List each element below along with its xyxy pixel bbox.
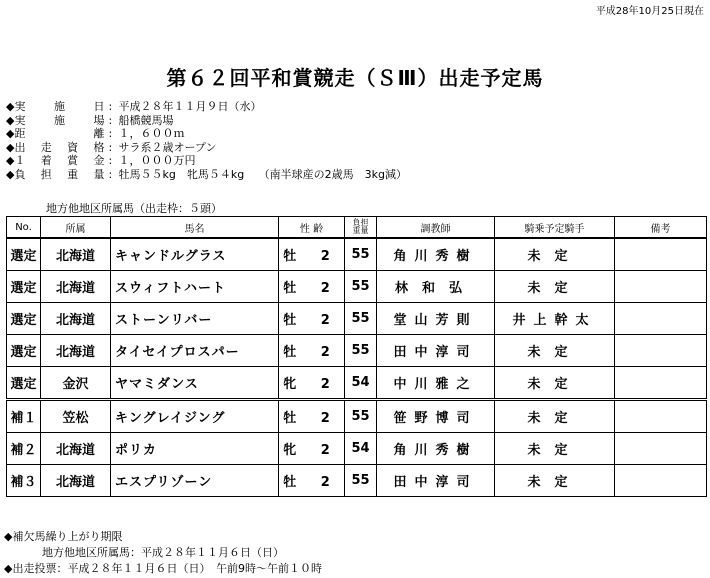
entry-trainer: 田中淳司 [377,335,495,367]
entry-age: 2 [320,345,340,360]
note-deadline-heading: ◆補欠馬繰り上がり期限 [4,530,123,543]
entry-weight: 55 [345,335,377,367]
entry-weight: 55 [345,465,377,497]
entry-remarks [615,367,707,400]
entry-jockey: 未定 [495,400,615,433]
info-bullet: ◆ [6,154,15,167]
info-value: １，０００万円 [118,154,196,167]
info-row-prize: ◆ １着賞金 : １，０００万円 [6,154,196,167]
entry-no: 補２ [7,433,41,465]
info-value: 牡馬５５kg 牝馬５４kg （南半球産の2歳馬 3kg減） [118,167,408,181]
col-horse-header: 馬名 [111,217,279,239]
entry-sex-age [279,335,345,367]
col-weight-header-line2: 重量 [352,226,369,235]
entry-affiliation: 北海道 [41,303,111,335]
page-title: 第６２回平和賞競走（ＳⅢ）出走予定馬 [166,66,544,90]
table-header-row [7,217,707,239]
entry-no: 選定 [7,303,41,335]
entry-affiliation: 北海道 [41,271,111,303]
entry-horse: キングレイジング [111,400,279,433]
entry-no: 選定 [7,367,41,400]
info-row-eligibility: ◆ 出走資格 : サラ系２歳オープン [6,140,217,154]
info-label: 出走資格 [14,140,105,154]
info-label: 実施場 [14,113,105,127]
entry-trainer: 堂山芳則 [377,303,495,335]
race-info [6,100,407,181]
entry-no: 選定 [7,271,41,303]
entry-trainer: 中川雅之 [377,367,495,400]
entry-sex-age [279,271,345,303]
info-bullet: ◆ [6,127,15,140]
entry-no: 選定 [7,238,41,271]
col-sexage-header: 性 齢 [279,217,345,239]
entry-affiliation: 笠松 [41,400,111,433]
info-bullet: ◆ [6,140,15,154]
entry-weight: 55 [345,303,377,335]
info-row-distance: ◆ 距離 : １，６００ｍ [6,127,185,140]
report-date: 平成28年10月25日現在 [595,6,704,17]
info-row-weight: ◆ 負担重量 : 牡馬５５kg 牝馬５４kg （南半球産の2歳馬 3kg減） [6,167,408,181]
entry-no: 補１ [7,400,41,433]
col-trainer-header: 調教師 [377,217,495,239]
entry-sex-age [279,367,345,400]
entry-sex: 牡 [283,475,307,490]
entry-weight: 55 [345,271,377,303]
entry-sex-age [279,303,345,335]
info-label: 実施日 [14,100,105,113]
entry-remarks [615,465,707,497]
entry-remarks [615,335,707,367]
entry-affiliation: 北海道 [41,238,111,271]
entry-sex-age [279,400,345,433]
entry-sex: 牡 [283,281,307,296]
entry-jockey: 未定 [495,335,615,367]
entry-jockey: 井上幹太 [495,303,615,335]
table-row [7,400,707,433]
entry-horse: スウィフトハート [111,271,279,303]
entry-sex-age [279,465,345,497]
entry-remarks [615,400,707,433]
info-bullet: ◆ [6,113,15,127]
table-row [7,303,707,335]
entry-sex: 牡 [283,313,307,328]
entry-sex: 牝 [283,443,307,458]
entry-remarks [615,303,707,335]
info-value: 船橋競馬場 [118,113,174,127]
info-value: １，６００ｍ [118,127,185,140]
info-bullet: ◆ [6,100,15,113]
entry-weight: 54 [345,433,377,465]
entry-affiliation: 金沢 [41,367,111,400]
table-row [7,238,707,271]
entry-trainer: 田中淳司 [377,465,495,497]
table-row [7,433,707,465]
table-row [7,465,707,497]
entry-age: 2 [320,411,340,426]
entry-weight: 55 [345,238,377,271]
info-bullet: ◆ [6,167,15,181]
entry-trainer: 笹野博司 [377,400,495,433]
col-weight-header [345,217,377,239]
col-affiliation-header: 所属 [41,217,111,239]
entry-horse: ヤマミダンス [111,367,279,400]
entries-table [6,216,707,497]
info-label: 負担重量 [14,167,105,181]
entry-remarks [615,238,707,271]
entry-age: 2 [320,377,340,392]
notes [4,529,322,577]
entry-remarks [615,271,707,303]
col-no-header: No. [7,217,41,239]
info-label: 距離 [14,127,105,140]
entry-sex-age [279,238,345,271]
entry-jockey: 未定 [495,433,615,465]
entry-jockey: 未定 [495,367,615,400]
entry-remarks [615,433,707,465]
note-deadline-date: 地方他地区所属馬：平成２８年１１月６日（日） [42,546,284,559]
entry-weight: 54 [345,367,377,400]
entry-trainer: 角川秀樹 [377,433,495,465]
entry-age: 2 [320,249,340,264]
note-entry-vote: ◆出走投票：平成２８年１１月６日（日） 午前9時～午前１０時 [4,562,322,575]
col-weight-header-line1: 負担 [352,218,369,227]
entry-age: 2 [320,281,340,296]
entry-sex-age [279,433,345,465]
entry-no: 選定 [7,335,41,367]
info-label: １着賞金 [14,154,105,167]
entry-horse: ストーンリバー [111,303,279,335]
entry-sex: 牝 [283,377,307,392]
table-row [7,271,707,303]
entry-age: 2 [320,443,340,458]
entry-horse: タイセイプロスパー [111,335,279,367]
entry-affiliation: 北海道 [41,465,111,497]
table-row [7,335,707,367]
info-value: 平成２８年１１月９日（水） [118,100,262,113]
entry-age: 2 [320,313,340,328]
entry-age: 2 [320,475,340,490]
entry-affiliation: 北海道 [41,335,111,367]
table-row [7,367,707,400]
entry-affiliation: 北海道 [41,433,111,465]
col-remarks-header: 備考 [615,217,707,239]
col-jockey-header: 騎乗予定騎手 [495,217,615,239]
entry-trainer: 角川秀樹 [377,238,495,271]
entry-jockey: 未定 [495,271,615,303]
info-row-date: ◆ 実施日 : 平成２８年１１月９日（水） [6,100,262,113]
info-row-venue: ◆ 実施場 : 船橋競馬場 [6,113,174,127]
entry-horse: エスプリゾーン [111,465,279,497]
entry-jockey: 未定 [495,238,615,271]
table-caption: 地方他地区所属馬（出走枠：５頭） [46,202,222,215]
entry-weight: 55 [345,400,377,433]
entry-sex: 牡 [283,411,307,426]
info-value: サラ系２歳オープン [118,140,217,154]
entry-no: 補３ [7,465,41,497]
entry-trainer: 林和弘 [377,271,495,303]
entry-jockey: 未定 [495,465,615,497]
entry-horse: ポリカ [111,433,279,465]
entry-sex: 牡 [283,345,307,360]
entry-sex: 牡 [283,249,307,264]
entry-horse: キャンドルグラス [111,238,279,271]
